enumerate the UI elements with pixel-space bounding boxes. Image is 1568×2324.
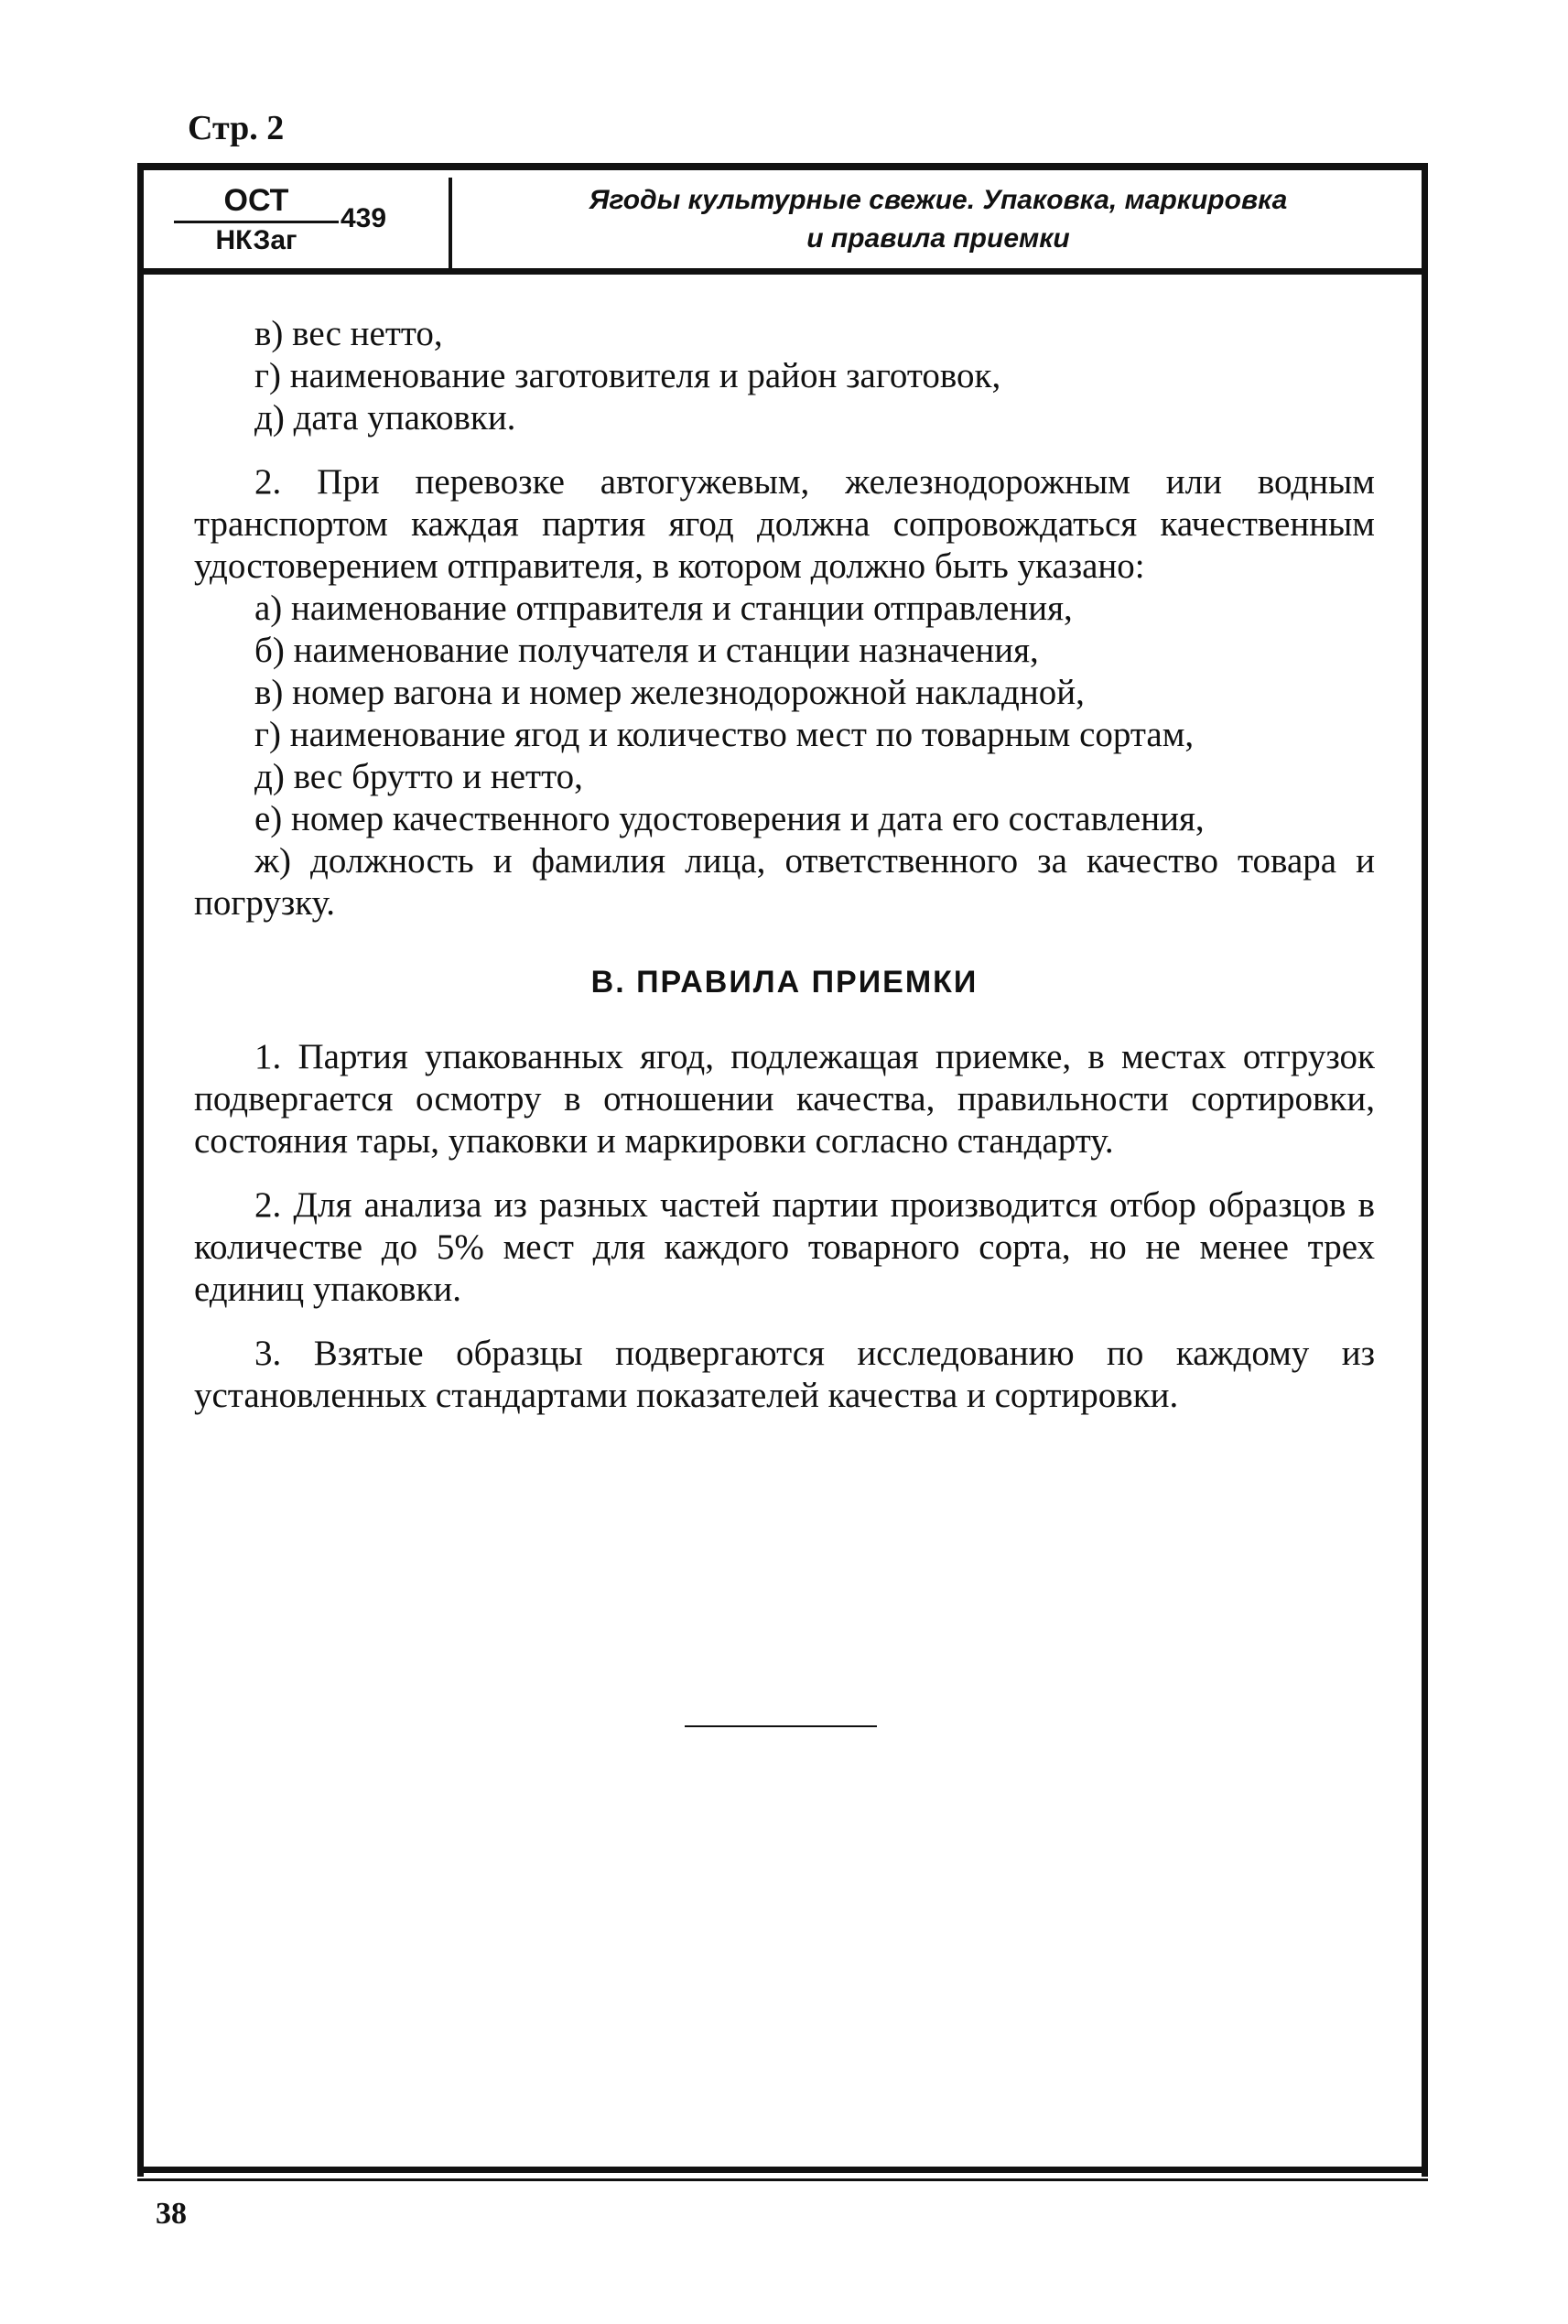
- header-bottom-rule: [137, 268, 1428, 275]
- frame-bottom-thin-rule: [137, 2178, 1428, 2181]
- document-body: [194, 313, 1375, 1417]
- list-item: д) вес брутто и нетто,: [254, 757, 583, 796]
- list-item: в) номер вагона и номер железнодорожной накладной,: [254, 673, 1085, 712]
- header-title-line1: Ягоды культурные свежие. Упаковка, маркировка: [589, 185, 1288, 215]
- list-item: в) вес нетто,: [254, 314, 443, 353]
- list-item: ж) должность и фамилия лица, ответственного за качество товара и погрузку.: [194, 841, 1375, 923]
- standard-code-bottom: НКЗаг: [215, 225, 297, 255]
- page-label: Стр. 2: [188, 109, 285, 147]
- list-item: д) дата упаковки.: [254, 398, 516, 438]
- standard-code: [174, 183, 339, 256]
- section-heading: В. ПРАВИЛА ПРИЕМКИ: [590, 965, 979, 1000]
- header-title: [467, 181, 1410, 258]
- standard-number: 439: [341, 203, 387, 233]
- rule-paragraph: 1. Партия упакованных ягод, подлежащая приемке, в местах отгрузок подвергается осмотру в отношении качества, правильности сортировки, состояния тары, упаковки и маркировки согласно стандарту.: [194, 1037, 1375, 1161]
- end-rule: [685, 1725, 877, 1727]
- page-number: 38: [156, 2197, 187, 2231]
- rule-paragraph: 2. Для анализа из разных частей партии производится отбор образцов в количестве до 5% мест для каждого товарного сорта, но не менее трех единиц упаковки.: [194, 1185, 1375, 1309]
- paragraph-transport-text: 2. При перевозке автогужевым, железнодорожным или водным транспортом каждая партия ягод должна сопровождаться качественным удостоверением отправителя, в котором должно быть указано:: [194, 462, 1375, 586]
- list-item: г) наименование заготовителя и район заготовок,: [254, 356, 1001, 395]
- list-item: г) наименование ягод и количество мест по товарным сортам,: [254, 715, 1195, 754]
- rule-paragraph: 3. Взятые образцы подвергаются исследованию по каждому из установленных стандартами показателей качества и сортировки.: [194, 1334, 1375, 1415]
- frame-top-rule: [137, 163, 1428, 170]
- list-item: е) номер качественного удостоверения и дата его составления,: [254, 799, 1205, 838]
- paragraph-transport: [194, 461, 1375, 588]
- header-title-line2: и правила приемки: [806, 223, 1070, 254]
- list-item: б) наименование получателя и станции назначения,: [254, 631, 1039, 670]
- frame-bottom-rule: [137, 2167, 1428, 2173]
- header-divider: [449, 178, 452, 271]
- list-item: а) наименование отправителя и станции отправления,: [254, 589, 1073, 628]
- standard-code-top: ОСТ: [174, 183, 339, 223]
